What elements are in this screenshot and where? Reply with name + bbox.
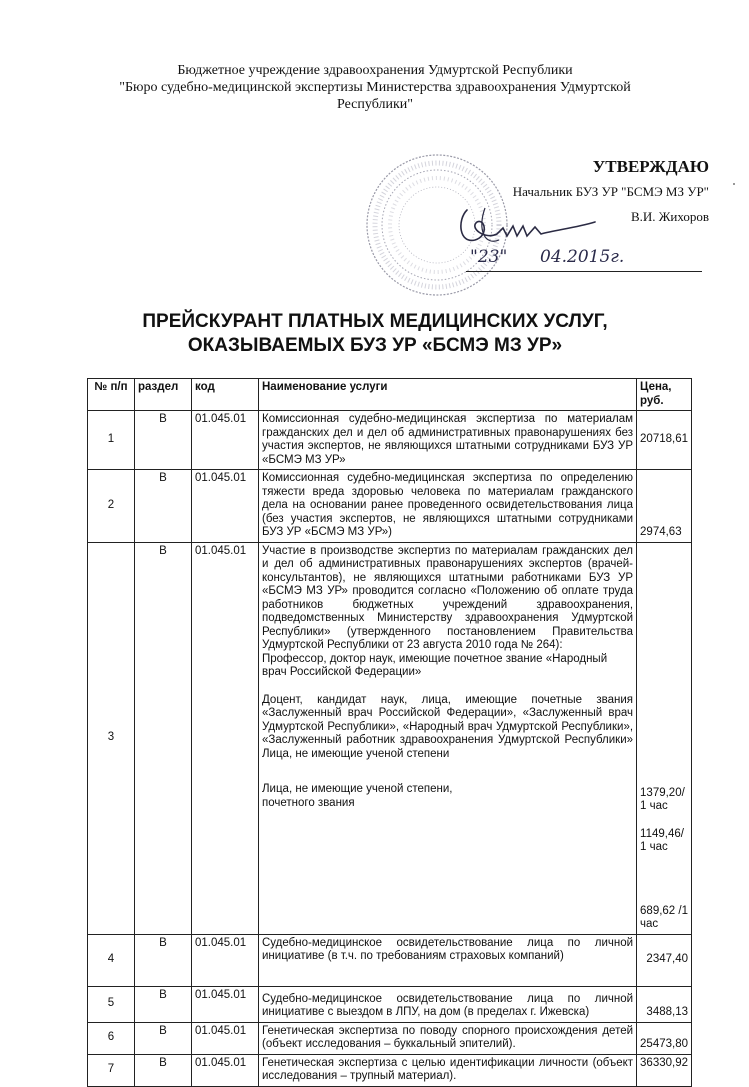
row-name-intro: Участие в производстве экспертиз по материалам гражданских дел и дел об административных правонарушениях экспертов (врачей-консультантов), не являющихся штатными работниками БУЗ УР «БСМЭ МЗ УР» проводится согласно «Положению об оплате труда работников бюджетных учреждений здравоохранения, подведомственных Министерству здравоохранения Удмуртской Республики» (утвержденного постановлением Правительства Удмуртской Республики от 23 августа 2010 года № 264): bbox=[262, 544, 634, 651]
organization-header bbox=[60, 62, 690, 113]
table-header-row bbox=[88, 379, 692, 411]
row-code: 01.045.01 bbox=[192, 986, 259, 1022]
price-list-table bbox=[87, 378, 692, 1087]
row-num: 1 bbox=[88, 411, 135, 470]
approval-title: УТВЕРЖДАЮ bbox=[592, 157, 709, 176]
table-row bbox=[88, 411, 692, 470]
row-price: 3488,13 bbox=[637, 986, 692, 1022]
row-num: 4 bbox=[88, 934, 135, 986]
row-price: 25473,80 bbox=[637, 1022, 692, 1054]
row-name-professor: Профессор, доктор наук, имеющие почетное звание «Народный врач Российской Федерации» bbox=[262, 652, 608, 678]
row-price: 20718,61 bbox=[637, 411, 692, 470]
row-price: 36330,92 bbox=[637, 1054, 692, 1086]
row-name: Комиссионная судебно-медицинская экспертиза по материалам гражданских дел и дел об административных правонарушениях без участия экспертов, не являющихся штатными сотрудниками БУЗ УР «БСМЭ МЗ УР» bbox=[259, 411, 637, 470]
table-row bbox=[88, 470, 692, 543]
table-row bbox=[88, 542, 692, 934]
table-row bbox=[88, 986, 692, 1022]
row-price-no-degree: 689,62 /1 час bbox=[640, 904, 688, 930]
row-name: Генетическая экспертиза с целью идентификации личности (объект исследования – трупный материал). bbox=[259, 1054, 637, 1086]
row-section: В bbox=[135, 470, 192, 543]
row-price-professor: 1379,20/ 1 час bbox=[640, 786, 685, 812]
org-line-1: Бюджетное учреждение здравоохранения Удмуртской Республики bbox=[177, 63, 573, 78]
header-price: Цена, руб. bbox=[637, 379, 692, 411]
row-code: 01.045.01 bbox=[192, 411, 259, 470]
row-name-no-title: почетного звания bbox=[262, 796, 355, 809]
row-name bbox=[259, 542, 637, 934]
row-price: 2347,40 bbox=[637, 934, 692, 986]
row-name: Судебно-медицинское освидетельствование лица по личной инициативе с выездом в ЛПУ, на дом (в пределах г. Ижевска) bbox=[259, 986, 637, 1022]
row-num: 6 bbox=[88, 1022, 135, 1054]
row-code: 01.045.01 bbox=[192, 542, 259, 934]
org-line-2: "Бюро судебно-медицинской экспертизы Министерства здравоохранения Удмуртской bbox=[119, 80, 631, 95]
row-section: В bbox=[135, 934, 192, 986]
row-section: В bbox=[135, 986, 192, 1022]
table-row bbox=[88, 934, 692, 986]
row-name-docent: Доцент, кандидат наук, лица, имеющие почетные звания «Заслуженный врач Российской Федерации», «Заслуженный врач Удмуртской Республики», «Народный врач Удмуртской Республики», «Заслуженный работник здравоохранения Удмуртской Республики» Лица, не имеющие ученой степени bbox=[262, 693, 634, 760]
table-row bbox=[88, 1054, 692, 1086]
row-name: Генетическая экспертиза по поводу спорного происхождения детей (объект исследования – буккальный эпителий). bbox=[259, 1022, 637, 1054]
header-num: № п/п bbox=[88, 379, 135, 411]
row-section: В bbox=[135, 542, 192, 934]
row-section: В bbox=[135, 1054, 192, 1086]
approval-name: В.И. Жихоров bbox=[630, 209, 709, 224]
row-section: В bbox=[135, 411, 192, 470]
approval-date: 04.2015г. bbox=[540, 247, 625, 267]
table-row bbox=[88, 1022, 692, 1054]
row-num: 5 bbox=[88, 986, 135, 1022]
approval-position: Начальник БУЗ УР "БСМЭ МЗ УР" bbox=[512, 184, 709, 199]
row-code: 01.045.01 bbox=[192, 470, 259, 543]
document-title bbox=[60, 310, 690, 358]
header-code: код bbox=[192, 379, 259, 411]
header-section: раздел bbox=[135, 379, 192, 411]
approval-date-day: "23" bbox=[470, 247, 508, 267]
row-price-group bbox=[637, 542, 692, 934]
row-code: 01.045.01 bbox=[192, 1054, 259, 1086]
org-line-3: Республики" bbox=[337, 97, 413, 112]
row-price-docent: 1149,46/ 1 час bbox=[640, 827, 684, 853]
row-num: 2 bbox=[88, 470, 135, 543]
scan-speck bbox=[733, 183, 735, 185]
row-num: 7 bbox=[88, 1054, 135, 1086]
row-code: 01.045.01 bbox=[192, 1022, 259, 1054]
row-name: Комиссионная судебно-медицинская экспертиза по определению тяжести вреда здоровью человека по материалам гражданского дела на основании ранее проведенного освидетельствования лица (без участия экспертов, не являющихся штатными сотрудниками БУЗ УР «БСМЭ МЗ УР») bbox=[259, 470, 637, 543]
row-code: 01.045.01 bbox=[192, 934, 259, 986]
row-price: 2974,63 bbox=[637, 470, 692, 543]
title-line-2: ОКАЗЫВАЕМЫХ БУЗ УР «БСМЭ МЗ УР» bbox=[187, 335, 563, 356]
row-section: В bbox=[135, 1022, 192, 1054]
row-num: 3 bbox=[88, 542, 135, 934]
row-name: Судебно-медицинское освидетельствование лица по личной инициативе (в т.ч. по требованиям страховых компаний) bbox=[259, 934, 637, 986]
header-name: Наименование услуги bbox=[259, 379, 637, 411]
title-line-1: ПРЕЙСКУРАНТ ПЛАТНЫХ МЕДИЦИНСКИХ УСЛУГ, bbox=[142, 311, 608, 332]
row-name-no-degree: Лица, не имеющие ученой степени, bbox=[262, 783, 453, 795]
